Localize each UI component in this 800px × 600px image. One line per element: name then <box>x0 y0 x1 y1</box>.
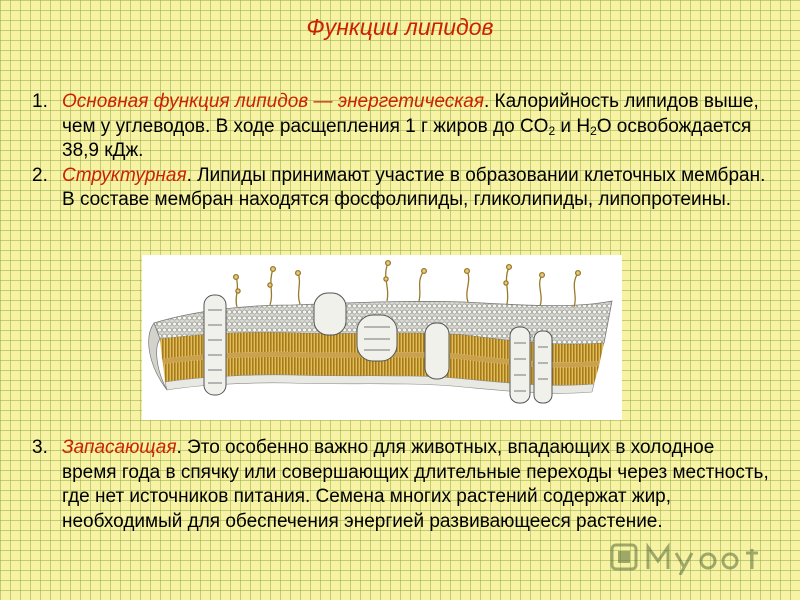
item-text: O освобождается 38,9 кДж. <box>62 115 752 161</box>
subscript: 2 <box>590 123 597 138</box>
function-list-continued <box>32 436 772 534</box>
item-text: . Липиды принимают участие в образовании клеточных мембран. В составе мембран находятся фосфолипиды, гликолипиды, липопротеины. <box>62 164 766 210</box>
item-number: 1. <box>32 91 48 112</box>
myshared-logo <box>608 539 768 575</box>
list-item <box>32 90 772 164</box>
item-text: . Калорийность липидов выше, чем у углеводов. В ходе расщепления 1 г жиров до CO <box>62 91 759 137</box>
item-text: . Это особенно важно для животных, впадающих в холодное время года в спячку или совершающих длительные переходы через местность, где нет источников питания. Семена многих растений содержат жир, необходимый для обеспечения энергией развивающееся растение. <box>62 437 769 532</box>
cell-membrane-illustration <box>142 255 622 420</box>
subscript: 2 <box>548 123 556 138</box>
list-item <box>32 164 772 213</box>
list-item <box>32 436 772 534</box>
item-lead: Структурная <box>62 164 187 186</box>
item-number: 2. <box>32 164 48 186</box>
item-lead: Запасающая <box>62 437 177 458</box>
item-lead: Основная функция липидов — энергетическая <box>62 91 484 112</box>
item-number: 3. <box>32 437 48 458</box>
function-list <box>32 90 772 213</box>
slide-title: Функции липидов <box>306 14 494 40</box>
item-text: и H <box>555 115 591 137</box>
